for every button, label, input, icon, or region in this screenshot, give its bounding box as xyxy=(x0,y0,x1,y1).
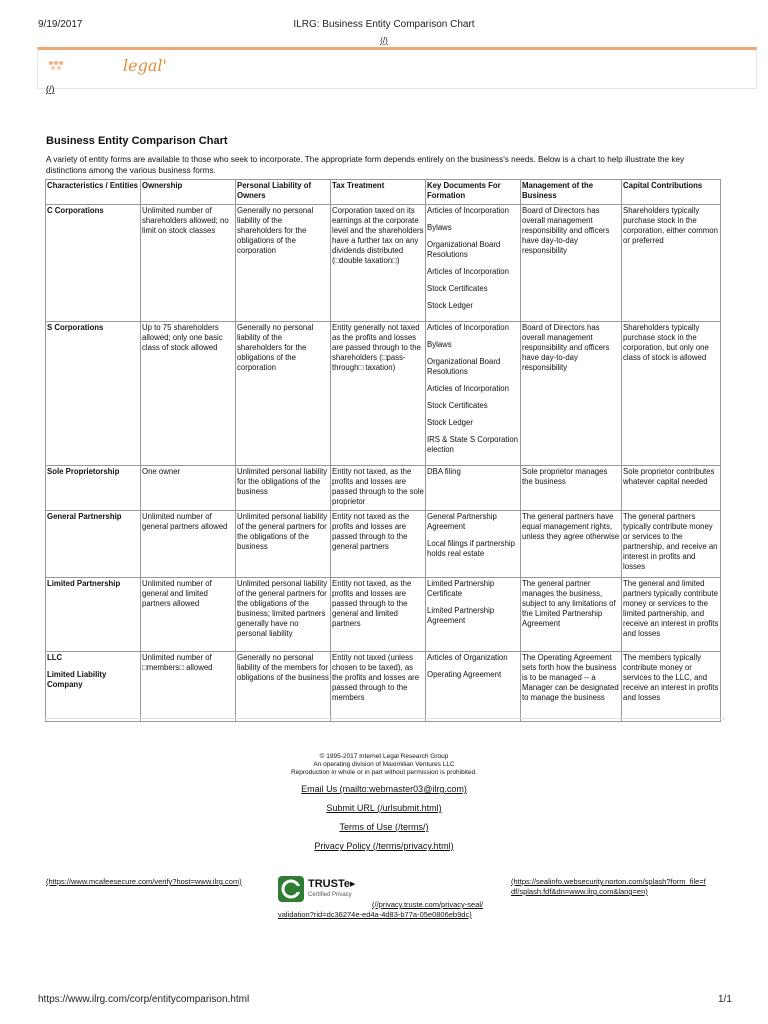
header-tax: Tax Treatment xyxy=(331,180,426,205)
liability-cell: Unlimited personal liability for the obligations of the business xyxy=(236,466,331,511)
copyright-line: Reproduction in whole or in part without permission is prohibited. xyxy=(290,769,478,776)
submit-url-link[interactable]: Submit URL (/urlsubmit.html) xyxy=(326,803,442,813)
ownership-cell: Unlimited number of □members□ allowed xyxy=(141,652,236,722)
tax-cell: Corporation taxed on its earnings at the corporate level and the shareholders have a further tax on any dividends distributed (□double taxation□) xyxy=(331,205,426,322)
capital-cell: The general and limited partners typically contribute money or services to the limited partnership, and receive an interest in profits and losses xyxy=(622,578,721,652)
documents-cell xyxy=(426,578,521,652)
management-cell: Board of Directors has overall management responsibility and officers have day-to-day responsibility xyxy=(521,322,622,466)
entity-cell: General Partnership xyxy=(46,511,141,578)
table-row xyxy=(46,466,721,511)
documents-cell xyxy=(426,205,521,322)
documents-cell xyxy=(426,652,521,722)
page-title: Business Entity Comparison Chart xyxy=(46,135,228,147)
management-cell: The general partner manages the business, subject to any limitations of the Limited Partnership Agreement xyxy=(521,578,622,652)
comparison-table xyxy=(45,179,721,722)
tax-cell: Entity generally not taxed as the profits and losses are passed through to the shareholders (□pass-through□ taxation) xyxy=(331,322,426,466)
privacy-link[interactable]: Privacy Policy (/terms/privacy.html) xyxy=(314,841,454,851)
tax-cell: Entity not taxed (unless chosen to be taxed), as the profits and losses are passed through to the members xyxy=(331,652,426,722)
management-cell: Sole proprietor manages the business xyxy=(521,466,622,511)
header-ownership: Ownership xyxy=(141,180,236,205)
terms-link[interactable]: Terms of Use (/terms/) xyxy=(339,822,429,832)
management-cell: The general partners have equal management rights, unless they agree otherwise xyxy=(521,511,622,578)
documents-cell xyxy=(426,511,521,578)
truste-link-line2[interactable]: validation?rid=dc36274e-ed4a-4d83-b77a-05e0806eb9dc) xyxy=(278,910,472,919)
print-title: ILRG: Business Entity Comparison Chart xyxy=(293,19,475,30)
logo-mark-icon xyxy=(48,60,64,72)
email-link[interactable]: Email Us (mailto:webmaster03@ilrg.com) xyxy=(301,784,467,794)
liability-cell: Generally no personal liability of the shareholders for the obligations of the corporation xyxy=(236,322,331,466)
entity-cell: Sole Proprietorship xyxy=(46,466,141,511)
copyright-line: An operating division of Maximilian Ventures LLC xyxy=(313,761,455,768)
document-item: Stock Certificates xyxy=(427,284,488,293)
document-item: Organizational Board Resolutions xyxy=(427,357,501,376)
management-cell: The Operating Agreement sets forth how the business is to be managed -- a Manager can be designated to manage the business xyxy=(521,652,622,722)
document-item: Stock Certificates xyxy=(427,401,488,410)
document-item: Articles of Incorporation xyxy=(427,267,509,276)
header-liability: Personal Liability of Owners xyxy=(236,180,331,205)
document-item: Stock Ledger xyxy=(427,301,473,310)
document-item: Stock Ledger xyxy=(427,418,473,427)
ownership-cell: One owner xyxy=(141,466,236,511)
truste-name: TRUSTe xyxy=(308,878,350,890)
documents-cell xyxy=(426,466,521,511)
entity-cell: Limited Partnership xyxy=(46,578,141,652)
table-row xyxy=(46,652,721,722)
table-row xyxy=(46,578,721,652)
print-date: 9/19/2017 xyxy=(38,19,83,30)
document-item: Operating Agreement xyxy=(427,670,502,679)
document-item: Local filings if partnership holds real estate xyxy=(427,539,515,558)
document-item: Limited Partnership Certificate xyxy=(427,579,495,598)
intro-text: A variety of entity forms are available to those who seek to incorporate. The appropriate form depends entirely on the business's needs. Below is a chart to help illustrate the key distinctions among the various business forms. xyxy=(46,155,685,175)
header-management: Management of the Business xyxy=(521,180,622,205)
document-item: General Partnership Agreement xyxy=(427,512,497,531)
norton-link-line1[interactable]: (https://sealinfo.websecurity.norton.com/splash?form_file=f xyxy=(511,877,706,886)
liability-cell: Unlimited personal liability of the general partners for the obligations of the business; limited partners generally have no personal liability xyxy=(236,578,331,652)
entity-name: LLC xyxy=(47,653,63,662)
document-item: Organizational Board Resolutions xyxy=(427,240,501,259)
copyright-line: © 1995-2017 Internet Legal Research Group xyxy=(319,753,449,760)
document-item: Articles of Incorporation xyxy=(427,323,509,332)
ownership-cell: Unlimited number of shareholders allowed; no limit on stock classes xyxy=(141,205,236,322)
table-row xyxy=(46,205,721,322)
mcafee-link[interactable]: (https://www.mcafeesecure.com/verify?host=www.ilrg.com) xyxy=(46,877,242,886)
liability-cell: Unlimited personal liability of the general partners for the obligations of the business xyxy=(236,511,331,578)
truste-link-line1[interactable]: (//privacy.truste.com/privacy-seal/ xyxy=(372,900,484,909)
document-item: Articles of Incorporation xyxy=(427,384,509,393)
tax-cell: Entity not taxed as the profits and losses are passed through to the general partners xyxy=(331,511,426,578)
capital-cell: Shareholders typically purchase stock in the corporation, either common or preferred xyxy=(622,205,721,322)
liability-cell: Generally no personal liability of the shareholders for the obligations of the corporation xyxy=(236,205,331,322)
document-item: DBA filing xyxy=(427,467,461,476)
table-header-row xyxy=(46,180,721,205)
truste-seal[interactable] xyxy=(278,876,368,902)
norton-link-line2[interactable]: df/splash.fdf&dn=www.ilrg.com&lang=en) xyxy=(511,887,648,896)
site-logo[interactable]: legal' xyxy=(123,56,167,75)
header-capital: Capital Contributions xyxy=(622,180,721,205)
print-url: https://www.ilrg.com/corp/entitycomparison.html xyxy=(38,994,250,1005)
document-item: Limited Partnership Agreement xyxy=(427,606,495,625)
document-item: Articles of Organization xyxy=(427,653,508,662)
truste-subtitle: Certified Privacy xyxy=(308,892,352,898)
ownership-cell: Unlimited number of general and limited partners allowed xyxy=(141,578,236,652)
document-item: Bylaws xyxy=(427,340,452,349)
truste-arrow-icon: ▶ xyxy=(350,881,356,888)
entity-subname: Limited Liability Company xyxy=(47,670,107,689)
header-characteristics: Characteristics / Entities xyxy=(46,180,141,205)
document-item: Articles of Incorporation xyxy=(427,206,509,215)
management-cell: Board of Directors has overall management responsibility and officers have day-to-day responsibility xyxy=(521,205,622,322)
entity-cell xyxy=(46,652,141,722)
print-page-number: 1/1 xyxy=(718,994,732,1005)
liability-cell: Generally no personal liability of the members for obligations of the business xyxy=(236,652,331,722)
ownership-cell: Unlimited number of general partners allowed xyxy=(141,511,236,578)
entity-cell: C Corporations xyxy=(46,205,141,322)
header-documents: Key Documents For Formation xyxy=(426,180,521,205)
documents-cell xyxy=(426,322,521,466)
capital-cell: Sole proprietor contributes whatever capital needed xyxy=(622,466,721,511)
capital-cell: The members typically contribute money or services to the LLC, and receive an interest in profits and losses xyxy=(622,652,721,722)
document-item: Bylaws xyxy=(427,223,452,232)
tax-cell: Entity not taxed, as the profits and losses are passed through to the sole proprietor xyxy=(331,466,426,511)
home-link[interactable]: (/) xyxy=(46,84,55,94)
top-home-link[interactable]: (/) xyxy=(380,36,388,45)
footer-divider xyxy=(45,718,725,719)
capital-cell: Shareholders typically purchase stock in the corporation, but only one class of stock is allowed xyxy=(622,322,721,466)
table-row xyxy=(46,511,721,578)
tax-cell: Entity not taxed, as the profits and losses are passed through to the general and limited partners xyxy=(331,578,426,652)
ownership-cell: Up to 75 shareholders allowed; only one basic class of stock allowed xyxy=(141,322,236,466)
table-row xyxy=(46,322,721,466)
document-item: IRS & State S Corporation election xyxy=(427,435,519,454)
capital-cell: The general partners typically contribute money or services to the partnership, and receive an interest in profits and losses xyxy=(622,511,721,578)
truste-logo-icon xyxy=(278,876,304,902)
entity-cell: S Corporations xyxy=(46,322,141,466)
